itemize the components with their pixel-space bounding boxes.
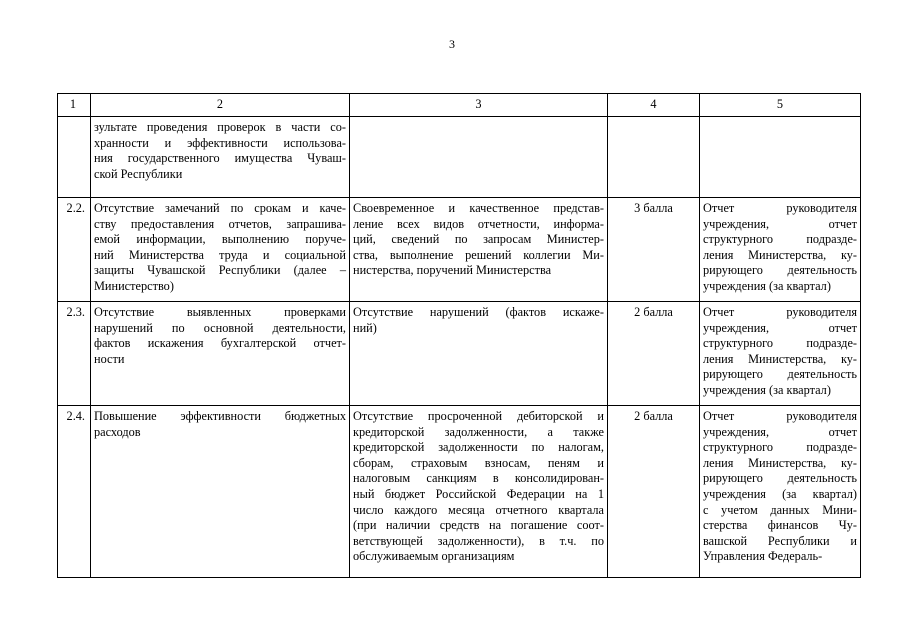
condition-cell-line: налоговым санкциям в консолидирован-: [353, 471, 604, 486]
score-cell: 3 балла: [608, 198, 700, 302]
criterion-cell: [91, 198, 350, 302]
criterion-cell-line: хранности и эффективности использова-: [94, 135, 346, 150]
criterion-cell-line: Повышение эффективности бюджетных: [94, 409, 346, 423]
table-row: [58, 198, 861, 302]
criterion-cell-line: ности: [94, 351, 125, 366]
report-cell-line: рирующего деятельность: [703, 367, 857, 382]
item-number: [58, 117, 91, 198]
condition-cell: [350, 302, 608, 406]
criterion-cell-line: емой информации, выполнению поруче-: [94, 232, 346, 247]
report-cell: [700, 302, 861, 406]
condition-cell-line: кредиторской задолженности, а также: [353, 424, 604, 439]
report-cell-line: ления Министерства, ку-: [703, 455, 857, 470]
condition-cell-line: ций, сведений по запросам Министер-: [353, 232, 604, 247]
criterion-cell: [91, 406, 350, 578]
report-cell-line: рирующего деятельность: [703, 263, 857, 278]
criterion-cell-line: расходов: [94, 424, 141, 439]
condition-cell-line: число каждого месяца отчетного квартала: [353, 502, 604, 517]
report-cell-line: Отчет руководителя: [703, 305, 857, 319]
criterion-cell-line: Отсутствие замечаний по срокам и каче-: [94, 201, 346, 215]
report-cell-line: структурного подразде-: [703, 232, 857, 247]
condition-cell-line: ний): [353, 320, 377, 335]
condition-cell: [350, 117, 608, 198]
criterion-cell: [91, 117, 350, 198]
condition-cell-line: Отсутствие нарушений (фактов искаже-: [353, 305, 604, 319]
criterion-cell-line: нарушений по основной деятельности,: [94, 320, 346, 335]
report-cell-line: Отчет руководителя: [703, 201, 857, 215]
condition-cell-line: Отсутствие просроченной дебиторской и: [353, 409, 604, 423]
report-cell-line: учреждения, отчет: [703, 216, 857, 231]
table-row: [58, 117, 861, 198]
score-cell: 2 балла: [608, 406, 700, 578]
page-number: 3: [449, 37, 455, 51]
report-cell-line: учреждения, отчет: [703, 320, 857, 335]
column-header-2: 2: [91, 94, 350, 117]
condition-cell-line: сборам, страховым взносам, пеням и: [353, 455, 604, 470]
report-cell-line: структурного подразде-: [703, 336, 857, 351]
condition-cell-line: (при наличии средств на погашение соот-: [353, 518, 604, 533]
criterion-cell-line: защиты Чувашской Республики (далее –: [94, 263, 346, 278]
report-cell: [700, 117, 861, 198]
criterion-cell-line: ской Республики: [94, 166, 183, 181]
report-cell-line: вашской Республики и: [703, 533, 857, 548]
criterion-cell-line: фактов искажения бухгалтерской отчет-: [94, 336, 346, 351]
condition-cell-line: Своевременное и качественное представ-: [353, 201, 604, 215]
report-cell-line: ления Министерства, ку-: [703, 351, 857, 366]
criterion-cell-line: ния государственного имущества Чуваш-: [94, 151, 346, 166]
item-number: 2.4.: [58, 406, 91, 578]
column-header-4: 4: [608, 94, 700, 117]
item-number: 2.2.: [58, 198, 91, 302]
column-header-3: 3: [350, 94, 608, 117]
criteria-table: [57, 93, 861, 578]
score-cell: [608, 117, 700, 198]
report-cell-line: Отчет руководителя: [703, 409, 857, 423]
criterion-cell-line: зультате проведения проверок в части со-: [94, 120, 346, 134]
condition-cell-line: ства, выполнение решений коллегии Ми-: [353, 247, 604, 262]
condition-cell-line: обслуживаемым организациям: [353, 549, 515, 564]
condition-cell: [350, 406, 608, 578]
criterion-cell-line: ний Министерства труда и социальной: [94, 247, 346, 262]
report-cell-line: рирующего деятельность: [703, 471, 857, 486]
column-header-1: 1: [58, 94, 91, 117]
report-cell-line: учреждения, отчет: [703, 424, 857, 439]
report-cell: [700, 198, 861, 302]
report-cell-line: Управления Федераль-: [703, 549, 823, 564]
condition-cell-line: нистерства, поручений Министерства: [353, 263, 552, 278]
report-cell-line: ления Министерства, ку-: [703, 247, 857, 262]
condition-cell-line: ление всех видов отчетности, информа-: [353, 216, 604, 231]
condition-cell-line: ветствующей задолженности), в т.ч. по: [353, 533, 604, 548]
report-cell-line: учреждения (за квартал): [703, 278, 831, 293]
column-header-5: 5: [700, 94, 861, 117]
condition-cell-line: ный бюджет Российской Федерации на 1: [353, 486, 604, 501]
report-cell: [700, 406, 861, 578]
report-cell-line: структурного подразде-: [703, 440, 857, 455]
report-cell-line: с учетом данных Мини-: [703, 502, 857, 517]
criterion-cell-line: ству предоставления отчетов, запрашива-: [94, 216, 346, 231]
table-row: [58, 302, 861, 406]
criterion-cell-line: Отсутствие выявленных проверками: [94, 305, 346, 319]
item-number: 2.3.: [58, 302, 91, 406]
report-cell-line: стерства финансов Чу-: [703, 518, 857, 533]
criterion-cell: [91, 302, 350, 406]
score-cell: 2 балла: [608, 302, 700, 406]
criterion-cell-line: Министерство): [94, 278, 174, 293]
condition-cell: [350, 198, 608, 302]
table-row: [58, 406, 861, 578]
header-row: [58, 94, 861, 117]
report-cell-line: учреждения (за квартал): [703, 486, 857, 501]
report-cell-line: учреждения (за квартал): [703, 382, 831, 397]
condition-cell-line: кредиторской задолженности по налогам,: [353, 440, 604, 455]
